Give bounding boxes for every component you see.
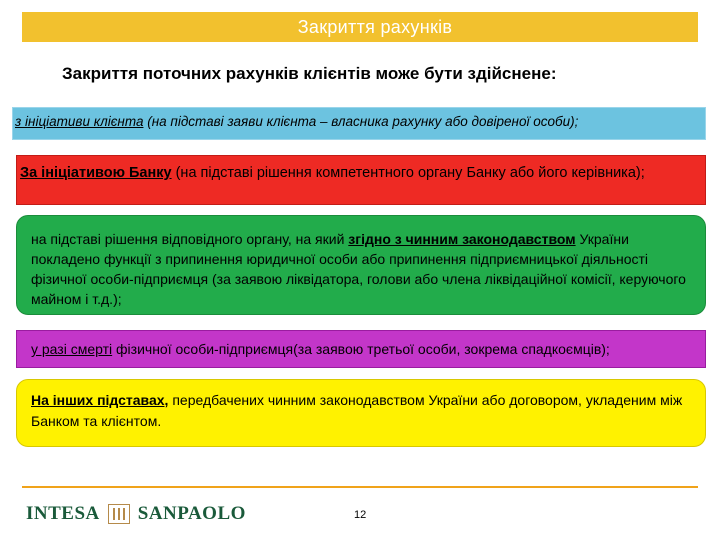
item-lead: згідно з чинним законодавством xyxy=(348,231,576,247)
item-other-grounds xyxy=(16,379,706,447)
item-authority-decision xyxy=(16,215,706,315)
logo-mark-icon xyxy=(108,504,130,524)
item-lead: з ініціативи клієнта xyxy=(15,114,144,129)
page-number: 12 xyxy=(354,509,367,521)
footer-divider xyxy=(22,486,698,488)
item-text: (на підставі рішення компетентного органу Банку або його керівника); xyxy=(171,165,645,181)
logo-text-right: SANPAOLO xyxy=(137,503,246,524)
item-text: фізичної особи-підприємця(за заявою третьої особи, зокрема спадкоємців); xyxy=(112,341,610,357)
item-text: (на підставі заяви клієнта – власника рахунку або довіреної особи); xyxy=(143,114,579,129)
item-lead: На інших підставах, xyxy=(31,392,169,408)
item-text: України покладено функції з припинення юридичної особи або припинення підприємницької діяльності фізичної особи-підприємця (за заявою ліквідатора, голови або члена ліквідаційної комісії, керуючого майном і т.д.); xyxy=(31,231,686,307)
bank-logo xyxy=(26,503,246,525)
item-text: передбачених чинним законодавством України або договором, укладеним між Банком та клієнтом. xyxy=(31,392,683,429)
title-bar xyxy=(22,12,698,42)
item-client-initiative xyxy=(12,107,706,140)
item-bank-initiative xyxy=(16,155,706,205)
item-lead: За ініціативою Банку xyxy=(20,165,172,181)
item-death xyxy=(16,330,706,368)
item-lead: у разі смерті xyxy=(31,341,113,357)
page-title: Закриття рахунків xyxy=(297,16,453,37)
item-text-pre: на підставі рішення відповідного органу, на який xyxy=(31,231,349,247)
subtitle: Закриття поточних рахунків клієнтів може бути здійснене: xyxy=(62,64,557,83)
logo-text-left: INTESA xyxy=(26,503,100,524)
